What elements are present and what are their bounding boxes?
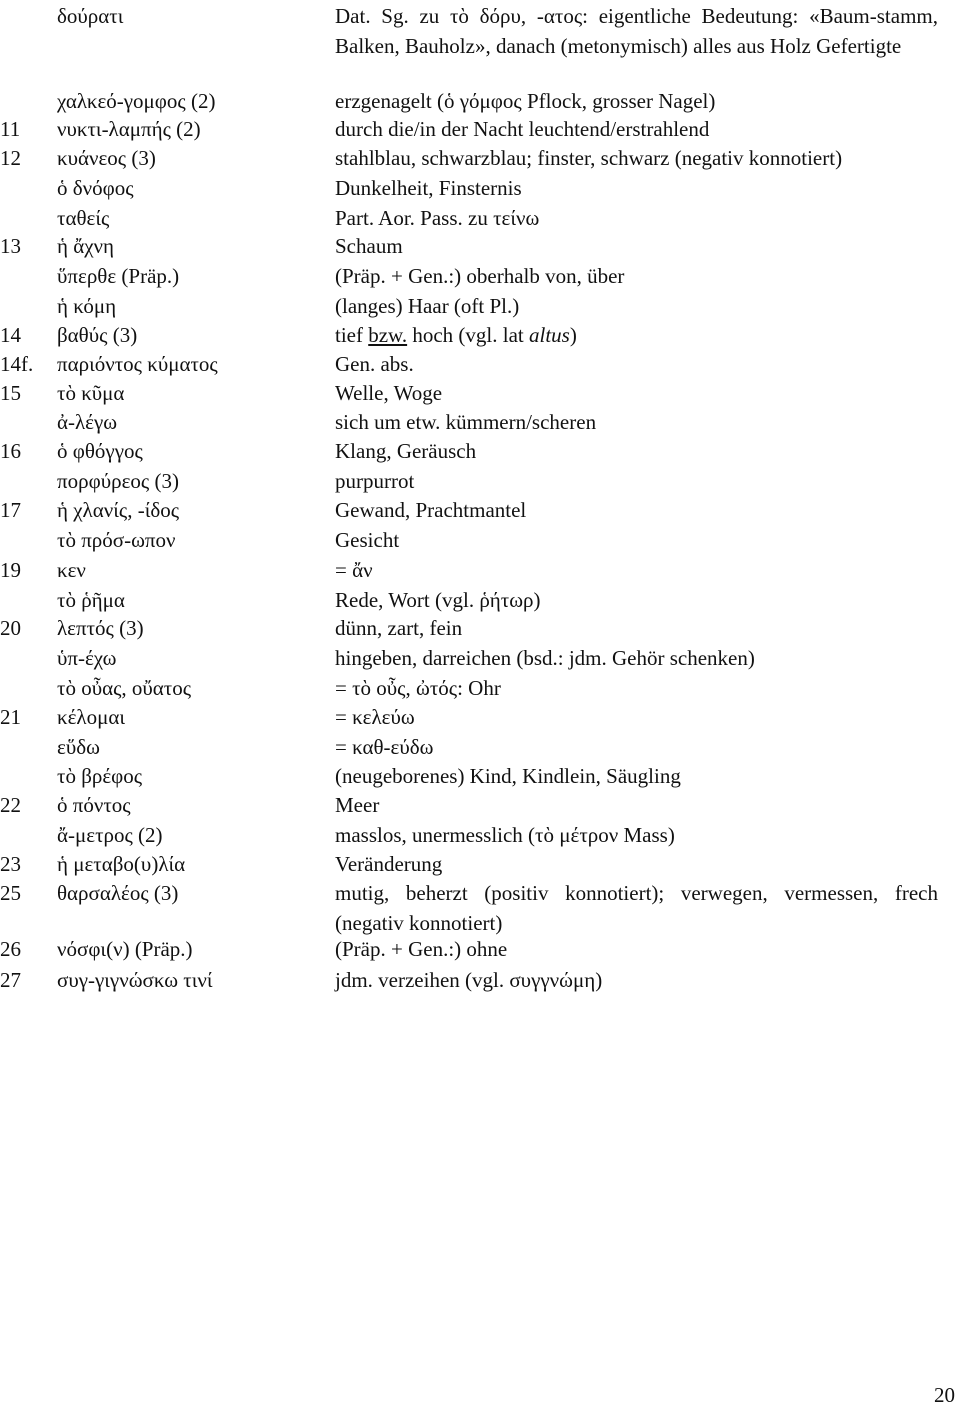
line-number: 25 (0, 881, 21, 905)
greek-lemma: ἀ-λέγω (57, 410, 118, 434)
meaning-text: Welle, Woge (335, 381, 443, 405)
meaning-text: hoch (vgl. lat (407, 323, 529, 347)
german-meaning (335, 702, 938, 732)
meaning-text: = τὸ οὖς, ὠτός: Ohr (335, 676, 501, 700)
line-number: 16 (0, 439, 21, 463)
german-meaning (335, 291, 938, 321)
meaning-text: masslos, unermesslich (τὸ μέτρον Mass) (335, 823, 675, 847)
line-number: 14 (0, 323, 21, 347)
greek-lemma: ἡ κόμη (57, 294, 117, 318)
meaning-text: erzgenagelt (ὁ γόμφος Pflock, grosser Nagel) (335, 89, 716, 113)
line-number: 11 (0, 117, 21, 141)
german-meaning (335, 761, 938, 791)
german-meaning (335, 555, 938, 585)
meaning-text: Rede, Wort (vgl. ῥήτωρ) (335, 588, 541, 612)
meaning-text: Schaum (335, 234, 403, 258)
page-number: 20 (934, 1383, 955, 1407)
meaning-text: ) (569, 323, 577, 347)
greek-lemma: ἄ-μετρος (2) (57, 823, 163, 847)
meaning-text: tief (335, 323, 369, 347)
line-number: 23 (0, 852, 21, 876)
meaning-text: Dunkelheit, Finsternis (335, 176, 522, 200)
german-meaning (335, 407, 938, 437)
greek-lemma: ἡ ἄχνη (57, 234, 115, 258)
line-number: 12 (0, 146, 21, 170)
line-number: 20 (0, 616, 21, 640)
german-meaning (335, 203, 938, 233)
greek-lemma: ὁ δνόφος (57, 176, 134, 200)
vocab-entry (0, 349, 960, 379)
greek-lemma: κυάνεος (3) (57, 146, 156, 170)
greek-lemma: ἡ μεταβο(υ)λία (57, 852, 186, 876)
meaning-text: = καθ-εύδω (335, 735, 434, 759)
line-number: 26 (0, 937, 21, 961)
german-meaning (335, 673, 938, 703)
vocab-entry (0, 143, 960, 173)
german-meaning (335, 732, 938, 762)
german-meaning (335, 1, 938, 61)
german-meaning (335, 525, 938, 555)
german-meaning (335, 436, 938, 466)
meaning-text: hingeben, darreichen (bsd.: jdm. Gehör schenken) (335, 646, 755, 670)
vocab-entry (0, 702, 960, 732)
vocab-entry (0, 114, 960, 144)
greek-lemma: χαλκεό-γομφος (2) (57, 89, 216, 113)
meaning-text: (Präp. + Gen.:) oberhalb von, über (335, 264, 625, 288)
meaning-text: Gesicht (335, 528, 400, 552)
meaning-text: Dat. Sg. zu τὸ δόρυ, -ατος: eigentliche Bedeutung: «Baum-stamm, Balken, Bauholz», danach (metonymisch) alles aus Holz Gefertigte (335, 4, 938, 58)
meaning-text: Gen. abs. (335, 352, 414, 376)
vocab-entry (0, 761, 960, 791)
vocab-entry (0, 320, 960, 350)
german-meaning (335, 114, 938, 144)
greek-lemma: θαρσαλέος (3) (57, 881, 179, 905)
german-meaning (335, 143, 938, 173)
vocab-entry (0, 407, 960, 437)
greek-lemma: τὸ βρέφος (57, 764, 143, 788)
vocab-entry (0, 261, 960, 291)
vocab-entry (0, 555, 960, 585)
meaning-text: (langes) Haar (oft Pl.) (335, 294, 520, 318)
greek-lemma: συγ-γιγνώσκω τινί (57, 968, 213, 992)
german-meaning (335, 849, 938, 879)
meaning-text: durch die/in der Nacht leuchtend/erstrahlend (335, 117, 710, 141)
vocab-entry (0, 673, 960, 703)
greek-lemma: ὕπερθε (Präp.) (57, 264, 180, 288)
greek-lemma: κέλομαι (57, 705, 125, 729)
meaning-text: (neugeborenes) Kind, Kindlein, Säugling (335, 764, 681, 788)
meaning-text: sich um etw. kümmern/scheren (335, 410, 597, 434)
greek-lemma: εὕδω (57, 735, 100, 759)
vocab-entry (0, 291, 960, 321)
greek-lemma: νυκτι-λαμπής (2) (57, 117, 201, 141)
german-meaning (335, 173, 938, 203)
german-meaning (335, 613, 938, 643)
vocab-entry (0, 643, 960, 673)
meaning-text: Klang, Geräusch (335, 439, 477, 463)
greek-lemma: ταθείς (57, 206, 110, 230)
vocab-entry (0, 466, 960, 496)
german-meaning (335, 820, 938, 850)
german-meaning (335, 320, 938, 350)
vocab-entry (0, 613, 960, 643)
german-meaning (335, 643, 938, 673)
german-meaning (335, 261, 938, 291)
greek-lemma: βαθύς (3) (57, 323, 138, 347)
vocab-entry (0, 820, 960, 850)
vocab-entry (0, 436, 960, 466)
meaning-text: mutig, beherzt (positiv konnotiert); verwegen, vermessen, frech (negativ konnotiert) (335, 881, 938, 935)
vocab-entry (0, 849, 960, 879)
vocab-entry (0, 965, 960, 995)
german-meaning (335, 934, 938, 964)
vocab-entry (0, 790, 960, 820)
meaning-text: jdm. verzeihen (vgl. συγγνώμη) (335, 968, 603, 992)
greek-lemma: τὸ κῦμα (57, 381, 125, 405)
vocab-entry (0, 203, 960, 233)
german-meaning (335, 790, 938, 820)
german-meaning (335, 965, 938, 995)
line-number: 22 (0, 793, 21, 817)
greek-lemma: παριόντος κύματος (57, 352, 218, 376)
greek-lemma: ὁ πόντος (57, 793, 131, 817)
line-number: 21 (0, 705, 21, 729)
vocab-entry (0, 934, 960, 964)
vocab-entry (0, 86, 960, 116)
meaning-text: Veränderung (335, 852, 443, 876)
greek-lemma: τὸ ῥῆμα (57, 588, 125, 612)
greek-lemma: τὸ πρόσ-ωπον (57, 528, 176, 552)
greek-lemma: λεπτός (3) (57, 616, 144, 640)
greek-lemma: ἡ χλανίς, -ίδος (57, 498, 180, 522)
german-meaning (335, 495, 938, 525)
line-number: 14f. (0, 352, 34, 376)
german-meaning (335, 585, 938, 615)
greek-lemma: πορφύρεος (3) (57, 469, 179, 493)
line-number: 15 (0, 381, 21, 405)
german-meaning (335, 231, 938, 261)
german-meaning (335, 878, 938, 938)
meaning-text: = ἄν (335, 558, 373, 582)
line-number: 19 (0, 558, 21, 582)
vocab-entry (0, 525, 960, 555)
greek-lemma: τὸ οὖας, οὔατος (57, 676, 192, 700)
german-meaning (335, 86, 938, 116)
greek-lemma: δούρατι (57, 4, 124, 28)
vocab-entry (0, 495, 960, 525)
meaning-text: purpurrot (335, 469, 415, 493)
vocab-entry (0, 231, 960, 261)
vocab-entry (0, 732, 960, 762)
greek-lemma: ὁ φθόγγος (57, 439, 143, 463)
vocab-entry (0, 878, 960, 935)
meaning-latin-word: altus (529, 323, 570, 347)
greek-lemma: νόσφι(ν) (Präp.) (57, 937, 193, 961)
meaning-underlined-abbrev: bzw. (368, 323, 408, 347)
meaning-text: (Präp. + Gen.:) ohne (335, 937, 508, 961)
meaning-text: Gewand, Prachtmantel (335, 498, 527, 522)
line-number: 27 (0, 968, 21, 992)
greek-lemma: κεν (57, 558, 86, 582)
vocab-entry (0, 378, 960, 408)
german-meaning (335, 378, 938, 408)
vocab-entry (0, 1, 960, 58)
german-meaning (335, 349, 938, 379)
meaning-text: Part. Aor. Pass. zu τείνω (335, 206, 540, 230)
greek-lemma: ὑπ-έχω (57, 646, 117, 670)
line-number: 17 (0, 498, 21, 522)
vocab-entry (0, 173, 960, 203)
line-number: 13 (0, 234, 21, 258)
meaning-text: = κελεύω (335, 705, 415, 729)
german-meaning (335, 466, 938, 496)
meaning-text: Meer (335, 793, 380, 817)
vocab-entry (0, 585, 960, 615)
meaning-text: stahlblau, schwarzblau; finster, schwarz (negativ konnotiert) (335, 146, 843, 170)
meaning-text: dünn, zart, fein (335, 616, 463, 640)
